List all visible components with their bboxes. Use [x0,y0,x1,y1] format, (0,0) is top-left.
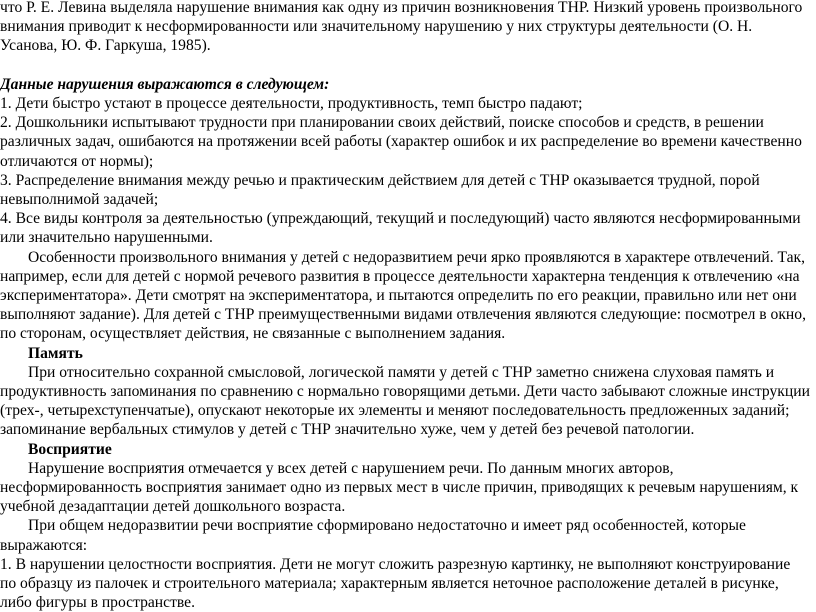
perception-paragraph-2: При общем недоразвитии речи восприятие сформировано недостаточно и имеет ряд особенностей, которые выражаются: [0,517,746,554]
perception-item-1: 1. В нарушении целостности восприятия. Дети не могут сложить разрезную картинку, не выполняют конструирование по образцу из палочек и строительного материала; характерным является неточное расположение деталей в рисунке, либо фигуры в пространстве. [0,555,791,612]
disorders-item-4: 4. Все виды контроля за деятельностью (упреждающий, текущий и последующий) часто являются несформированными или значительно нарушенными. [0,210,801,247]
perception-paragraph-1: Нарушение восприятия отмечается у всех детей с нарушением речи. По данным многих авторов, несформированность восприятия занимает одно из первых мест в числе причин, приводящих к речевым нарушениям, к учебной дезадаптации детей дошкольного возраста. [0,459,799,516]
perception-heading: Восприятие [28,440,112,458]
intro-paragraph: что Р. Е. Левина выделяла нарушение внимания как одну из причин возникновения ТНР. Низкий уровень произвольного внимания приводит к несформированности или значительному нарушению у них структуры деятельности (О. Н. Усанова, Ю. Ф. Гаркуша, 1985). [0,0,803,55]
memory-paragraph: При относительно сохранной смысловой, логической памяти у детей с ТНР заметно снижена слуховая память и продуктивность запоминания по сравнению с нормально говорящими детьми. Дети часто забывают сложные инструкции (трех-, четырехступенчатые), опускают некоторые их элементы и меняют последовательность предложенных заданий; запоминание вербальных стимулов у детей с ТНР значительно хуже, чем у детей без речевой патологии. [0,363,810,439]
attention-paragraph: Особенности произвольного внимания у детей с недоразвитием речи ярко проявляются в характере отвлечений. Так, например, если для детей с нормой речевого развития в процессе деятельности характерна тенденция к отвлечению «на экспериментатора». Дети смотрят на экспериментатора, и пытаются определить по его реакции, правильно или нет они выполняют задание). Для детей с ТНР преимущественными видами отвлечения являются следующие: посмотрел в окно, по сторонам, осуществляет действия, не связанные с выполнением задания. [0,248,806,343]
disorders-item-3: 3. Распределение внимания между речью и практическим действием для детей с ТНР оказывается трудной, порой невыполнимой задачей; [0,171,760,209]
disorders-item-1: 1. Дети быстро устают в процессе деятельности, продуктивность, темп быстро падают; [0,95,583,112]
disorders-heading: Данные нарушения выражаются в следующем: [0,75,330,93]
paragraph-spacer [0,56,810,75]
disorders-item-2: 2. Дошкольники испытывают трудности при планировании своих действий, поиске способов и средств, в решении различных задач, ошибаются на протяжении всей работы (характер ошибок и их распределение во времени качественно отличаются от нормы); [0,114,802,170]
memory-heading: Память [28,344,83,362]
